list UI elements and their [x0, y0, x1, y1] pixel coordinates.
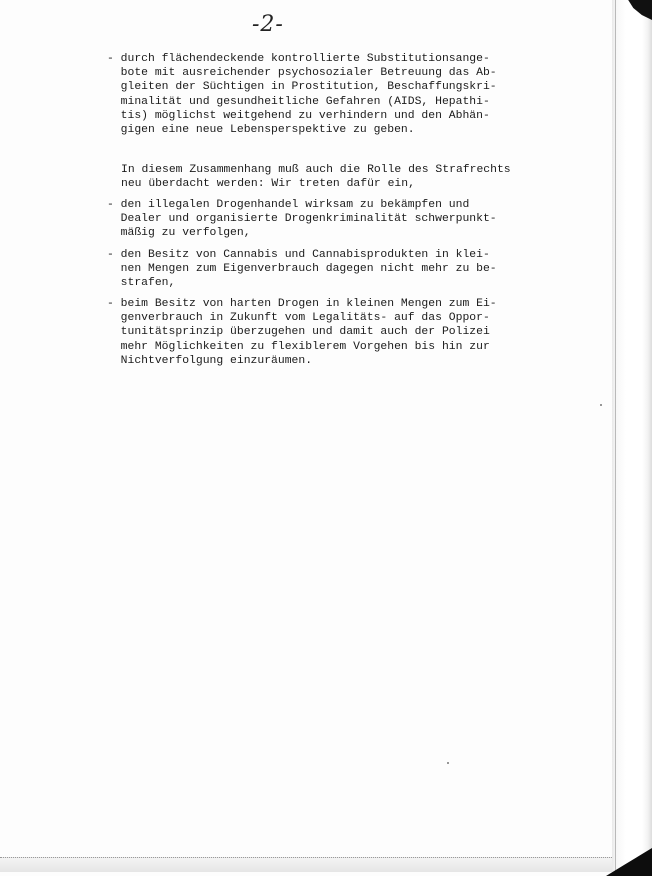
bullet-cannabis: - den Besitz von Cannabis und Cannabisprodukten in klei- nen Mengen zum Eigenverbrauch dagegen nicht mehr zu be- strafen, — [107, 249, 497, 290]
intro-paragraph: In diesem Zusammenhang muß auch die Rolle des Strafrechts neu überdacht werden: Wir treten dafür ein, — [121, 164, 511, 191]
scan-edge-line — [615, 0, 616, 876]
scan-bottom-edge — [0, 857, 612, 872]
scan-speck — [600, 404, 602, 406]
bullet-drogenhandel: - den illegalen Drogenhandel wirksam zu bekämpfen und Dealer und organisierte Drogenkriminalität schwerpunkt- mäßig zu verfolgen, — [107, 199, 497, 240]
bullet-harte-drogen: - beim Besitz von harten Drogen in kleinen Mengen zum Ei- genverbrauch in Zukunft vom Legalitäts- auf das Oppor- tunitätsprinzip überzugehen und damit auch der Polizei mehr Möglichkeiten zu flexiblerem Vorgehen bis hin zur Nichtverfolgung einzuräumen. — [107, 298, 497, 367]
scan-speck — [447, 762, 449, 764]
page-number: -2- — [252, 12, 284, 37]
bullet-substitution: - durch flächendeckende kontrollierte Substitutionsange- bote mit ausreichender psychosozialer Betreuung das Ab- gleiten der Süchtigen in Prostitution, Beschaffungskri- minalität und gesundheitliche Gefahren (AIDS, Hepathi- tis) möglichst weitgehend zu verhindern und den Abhän- gigen eine neue Lebensperspektive zu geben. — [107, 53, 497, 137]
scan-right-edge — [612, 0, 652, 876]
